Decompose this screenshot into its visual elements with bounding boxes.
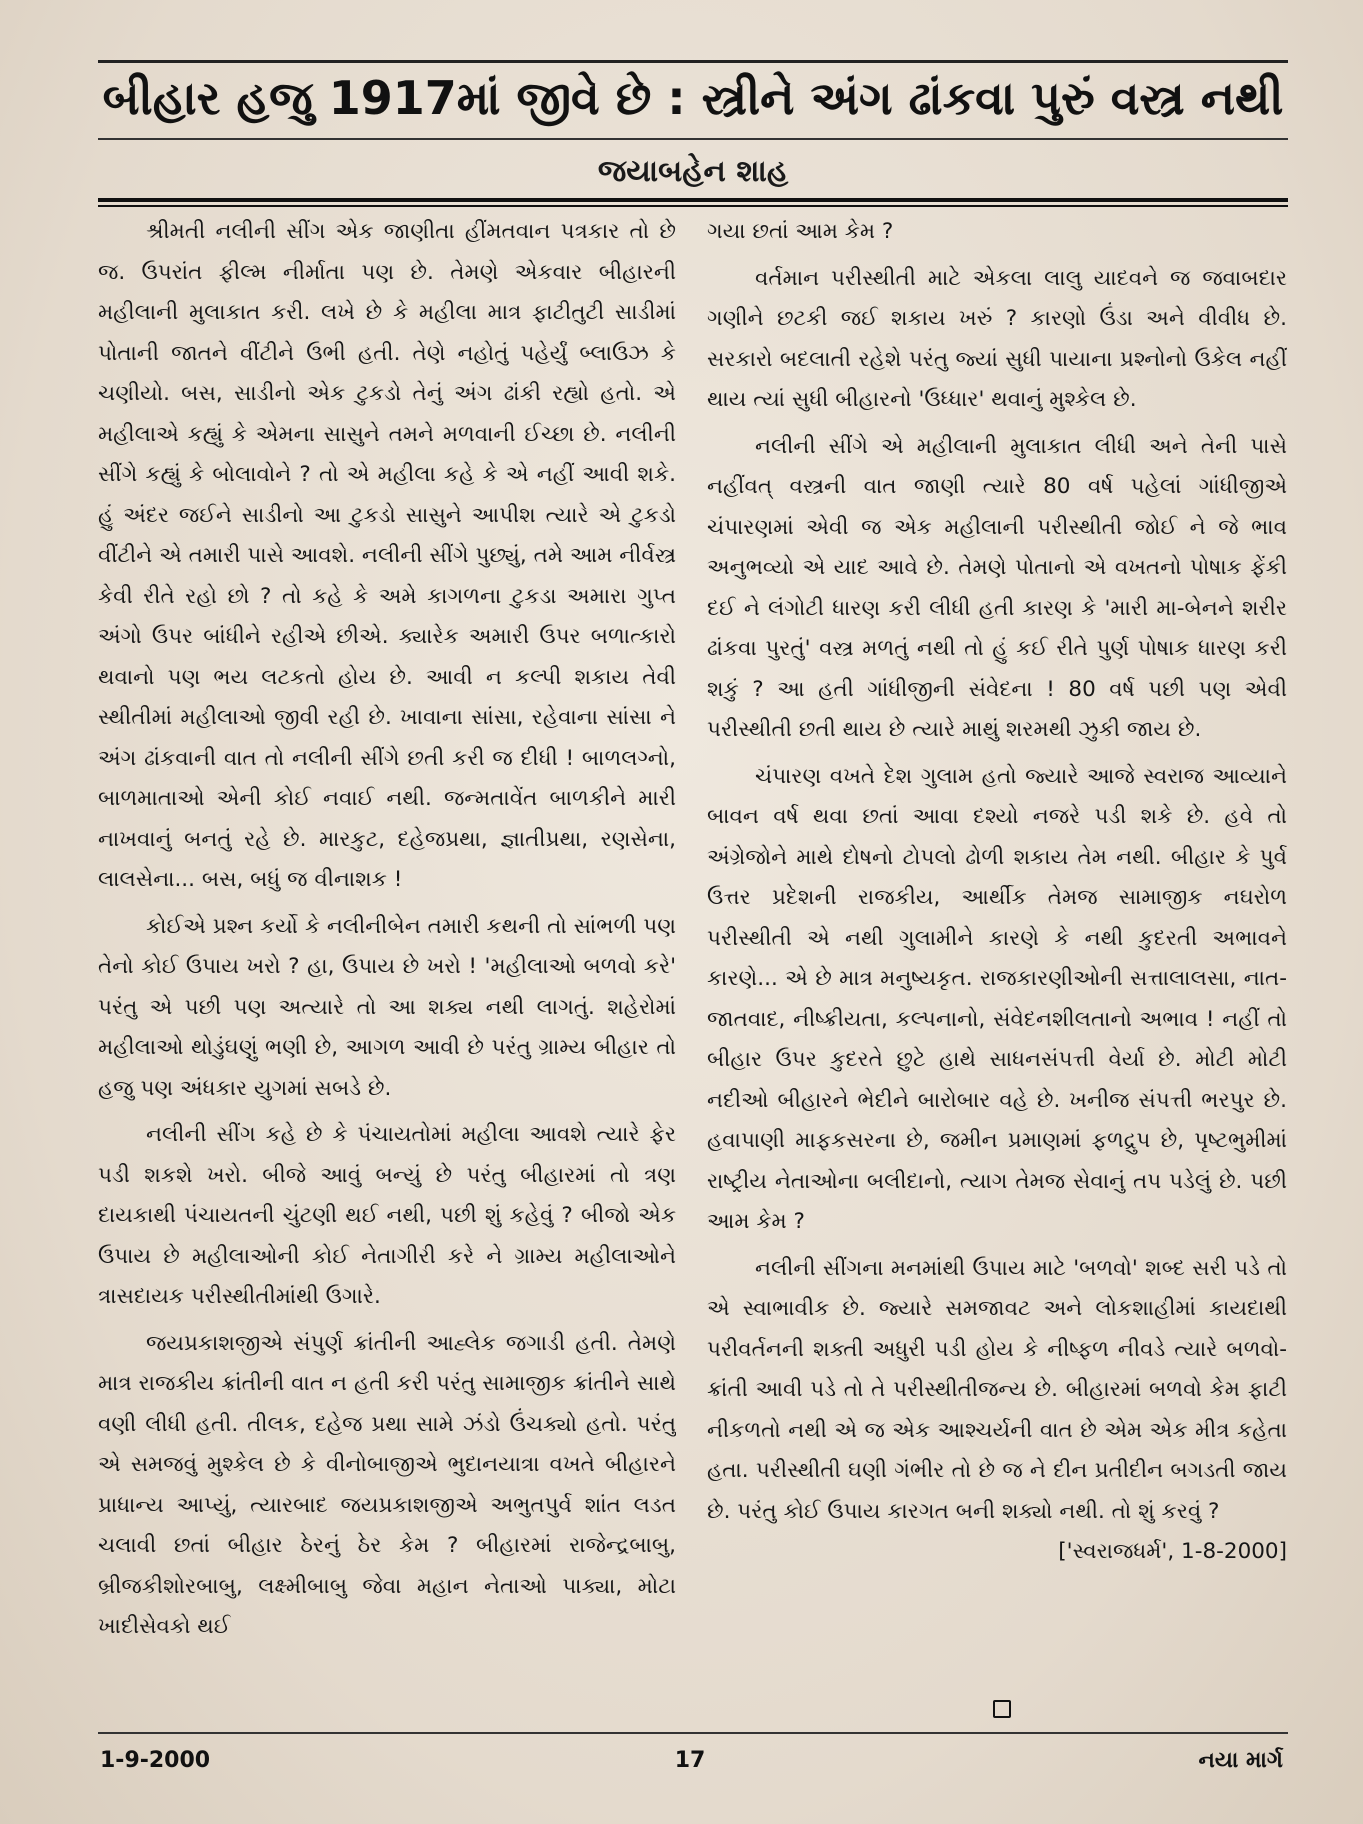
left-column: [98, 212, 676, 1690]
top-rule: [98, 60, 1288, 63]
byline-rule-thick: [98, 198, 1288, 202]
page-number: 17: [674, 1748, 706, 1773]
paragraph: નલીની સીંગે એ મહીલાની મુલાકાત લીધી અને તેની પાસે નહીંવત્ વસ્ત્રની વાત જાણી ત્યારે 80 વર્ષ પહેલાં ગાંધીજીએ ચંપારણમાં એવી જ એક મહીલાની પરીસ્થીતી જોઈ ને જે ભાવ અનુભવ્યો એ યાદ આવે છે. તેમણે પોતાનો એ વખતનો પોષાક ફેંકી દઈ ને લંગોટી ધારણ કરી લીધી હતી કારણ કે 'મારી મા-બેનને શરીર ઢાંકવા પુરતું' વસ્ત્ર મળતું નથી તો હું કઈ રીતે પુર્ણ પોષાક ધારણ કરી શકું ? આ હતી ગાંધીજીની સંવેદના ! 80 વર્ષ પછી પણ એવી પરીસ્થીતી છતી થાય છે ત્યારે માથું શરમથી ઝુકી જાય છે.: [707, 433, 1287, 742]
paragraph: નલીની સીંગના મનમાંથી ઉપાય માટે 'બળવો' શબ્દ સરી પડે તો એ સ્વાભાવીક છે. જ્યારે સમજાવટ અને લોકશાહીમાં કાયદાથી પરીવર્તનની શક્તી અધુરી પડી હોય કે નીષ્ફળ નીવડે ત્યારે બળવો-ક્રાંતી આવી પડે તો તે પરીસ્થીતીજન્ય છે. બીહારમાં બળવો કેમ ફાટી નીકળતો નથી એ જ એક આશ્ચર્યની વાત છે એમ એક મીત્ર કહેતા હતા. પરીસ્થીતી ઘણી ગંભીર તો છે જ ને દીન પ્રતીદીન બગડતી જાય છે. પરંતુ કોઈ ઉપાય કારગત બની શક્યો નથી. તો શું કરવું ?: [707, 1255, 1287, 1524]
paragraph: વર્તમાન પરીસ્થીતી માટે એકલા લાલુ યાદવને જ જવાબદાર ગણીને છટકી જઈ શકાય ખરું ? કારણો ઉંડા અને વીવીધ છે. સરકારો બદલાતી રહેશે પરંતુ જ્યાં સુધી પાયાના પ્રશ્નોનો ઉકેલ નહીં થાય ત્યાં સુધી બીહારનો 'ઉધ્ધાર' થવાનું મુશ્કેલ છે.: [707, 265, 1287, 412]
end-of-article-icon: [993, 1700, 1011, 1718]
paragraph: કોઈએ પ્રશ્ન કર્યો કે નલીનીબેન તમારી કથની તો સાંભળી પણ તેનો કોઈ ઉપાય ખરો ? હા, ઉપાય છે ખરો ! 'મહીલાઓ બળવો કરે' પરંતુ એ પછી પણ અત્યારે તો આ શક્ય નથી લાગતું. શહેરોમાં મહીલાઓ થોડુંઘણું ભણી છે, આગળ આવી છે પરંતુ ગ્રામ્ય બીહાર તો હજુ પણ અંધકાર યુગમાં સબડે છે.: [98, 913, 676, 1101]
byline-rule-thin: [98, 205, 1288, 207]
footer-date: 1-9-2000: [100, 1748, 211, 1773]
paragraph: ગયા છતાં આમ કેમ ?: [707, 219, 894, 244]
article-headline: બીહાર હજુ 1917માં જીવે છે : સ્ત્રીને અંગ ઢાંકવા પુરું વસ્ત્ર નથી: [102, 71, 1284, 125]
footer-rule: [98, 1732, 1288, 1734]
author-byline: જયાબહેન શાહ: [597, 154, 789, 189]
paragraph: નલીની સીંગ કહે છે કે પંચાયતોમાં મહીલા આવશે ત્યારે ફેર પડી શકશે ખરો. બીજે આવું બન્યું છે પરંતુ બીહારમાં તો ત્રણ દાયકાથી પંચાયતની ચુંટણી થઈ નથી, પછી શું કહેવું ? બીજો એક ઉપાય છે મહીલાઓની કોઈ નેતાગીરી કરે ને ગ્રામ્ય મહીલાઓને ત્રાસદાયક પરીસ્થીતીમાંથી ઉગારે.: [98, 1122, 676, 1309]
magazine-name: નયા માર્ગ: [1198, 1748, 1283, 1773]
paragraph: જયપ્રકાશજીએ સંપુર્ણ ક્રાંતીની આહ્લેક જગાડી હતી. તેમણે માત્ર રાજકીય ક્રાંતીની વાત ન હતી કરી પરંતુ સામાજીક ક્રાંતીને સાથે વણી લીધી હતી. તીલક, દહેજ પ્રથા સામે ઝંડો ઉંચક્યો હતો. પરંતુ એ સમજવું મુશ્કેલ છે કે વીનોબાજીએ ભુદાનયાત્રા વખતે બીહારને પ્રાધાન્ય આપ્યું, ત્યારબાદ જયપ્રકાશજીએ અભુતપુર્વ શાંત લડત ચલાવી છતાં બીહાર ઠેરનું ઠેર કેમ ? બીહારમાં રાજેન્દ્રબાબુ, બ્રીજકીશોરબાબુ, લક્ષ્મીબાબુ જેવા મહાન નેતાઓ પાક્યા, મોટા ખાદીસેવકો થઈ: [98, 1330, 676, 1639]
right-column: [707, 212, 1287, 1690]
headline-rule: [98, 138, 1288, 140]
paragraph: શ્રીમતી નલીની સીંગ એક જાણીતા હીંમતવાન પત્રકાર તો છે જ. ઉપરાંત ફીલ્મ નીર્માતા પણ છે. તેમણે એકવાર બીહારની મહીલાની મુલાકાત કરી. લખે છે કે મહીલા માત્ર ફાટીતુટી સાડીમાં પોતાની જાતને વીંટીને ઉભી હતી. તેણે નહોતું પહેર્યું બ્લાઉઝ કે ચણીયો. બસ, સાડીનો એક ટુકડો તેનું અંગ ઢાંકી રહ્યો હતો. એ મહીલાએ કહ્યું કે એમના સાસુને તમને મળવાની ઈચ્છા છે. નલીની સીંગે કહ્યું કે બોલાવોને ? તો એ મહીલા કહે કે એ નહીં આવી શકે. હું અંદર જઈને સાડીનો આ ટુકડો સાસુને આપીશ ત્યારે એ ટુકડો વીંટીને એ તમારી પાસે આવશે. નલીની સીંગે પુછ્યું, તમે આમ નીર્વસ્ત્ર કેવી રીતે રહો છો ? તો કહે કે અમે કાગળના ટુકડા અમારા ગુપ્ત અંગો ઉપર બાંધીને રહીએ છીએ. ક્યારેક અમારી ઉપર બળાત્કારો થવાનો પણ ભય લટકતો હોય છે. આવી ન કલ્પી શકાય તેવી સ્થીતીમાં મહીલાઓ જીવી રહી છે. ખાવાના સાંસા, રહેવાના સાંસા ને અંગ ઢાંકવાની વાત તો નલીની સીંગે છતી કરી જ દીધી ! બાળલગ્નો, બાળમાતાઓ એની કોઈ નવાઈ નથી. જન્મતાવેંત બાળકીને મારી નાખવાનું બનતું રહે છે. મારકુટ, દહેજપ્રથા, જ્ઞાતીપ્રથા, રણસેના, લાલસેના... બસ, બધું જ વીનાશક !: [98, 219, 676, 892]
paragraph: ચંપારણ વખતે દેશ ગુલામ હતો જ્યારે આજે સ્વરાજ આવ્યાને બાવન વર્ષ થવા છતાં આવા દશ્યો નજરે પડી શકે છે. હવે તો અંગ્રેજોને માથે દોષનો ટોપલો ઢોળી શકાય તેમ નથી. બીહાર કે પુર્વ ઉત્તર પ્રદેશની રાજકીય, આર્થીક તેમજ સામાજીક નઘરોળ પરીસ્થીતી એ નથી ગુલામીને કારણે કે નથી કુદરતી અભાવને કારણે... એ છે માત્ર મનુષ્યકૃત. રાજકારણીઓની સત્તાલાલસા, નાત-જાતવાદ, નીષ્ક્રીયતા, કલ્પનાનો, સંવેદનશીલતાનો અભાવ ! નહીં તો બીહાર ઉપર કુદરતે છુટે હાથે સાધનસંપત્તી વેર્યા છે. મોટી મોટી નદીઓ બીહારને ભેદીને બારોબાર વહે છે. ખનીજ સંપત્તી ભરપુર છે. હવાપાણી માફકસરના છે, જમીન પ્રમાણમાં ફળદ્રુપ છે, પૃષ્ટભુમીમાં રાષ્ટ્રીય નેતાઓના બલીદાનો, ત્યાગ તેમજ સેવાનું તપ પડેલું છે. પછી આમ કેમ ?: [707, 763, 1287, 1234]
source-citation: ['સ્વરાજધર્મ', 1-8-2000]: [1058, 1539, 1287, 1564]
